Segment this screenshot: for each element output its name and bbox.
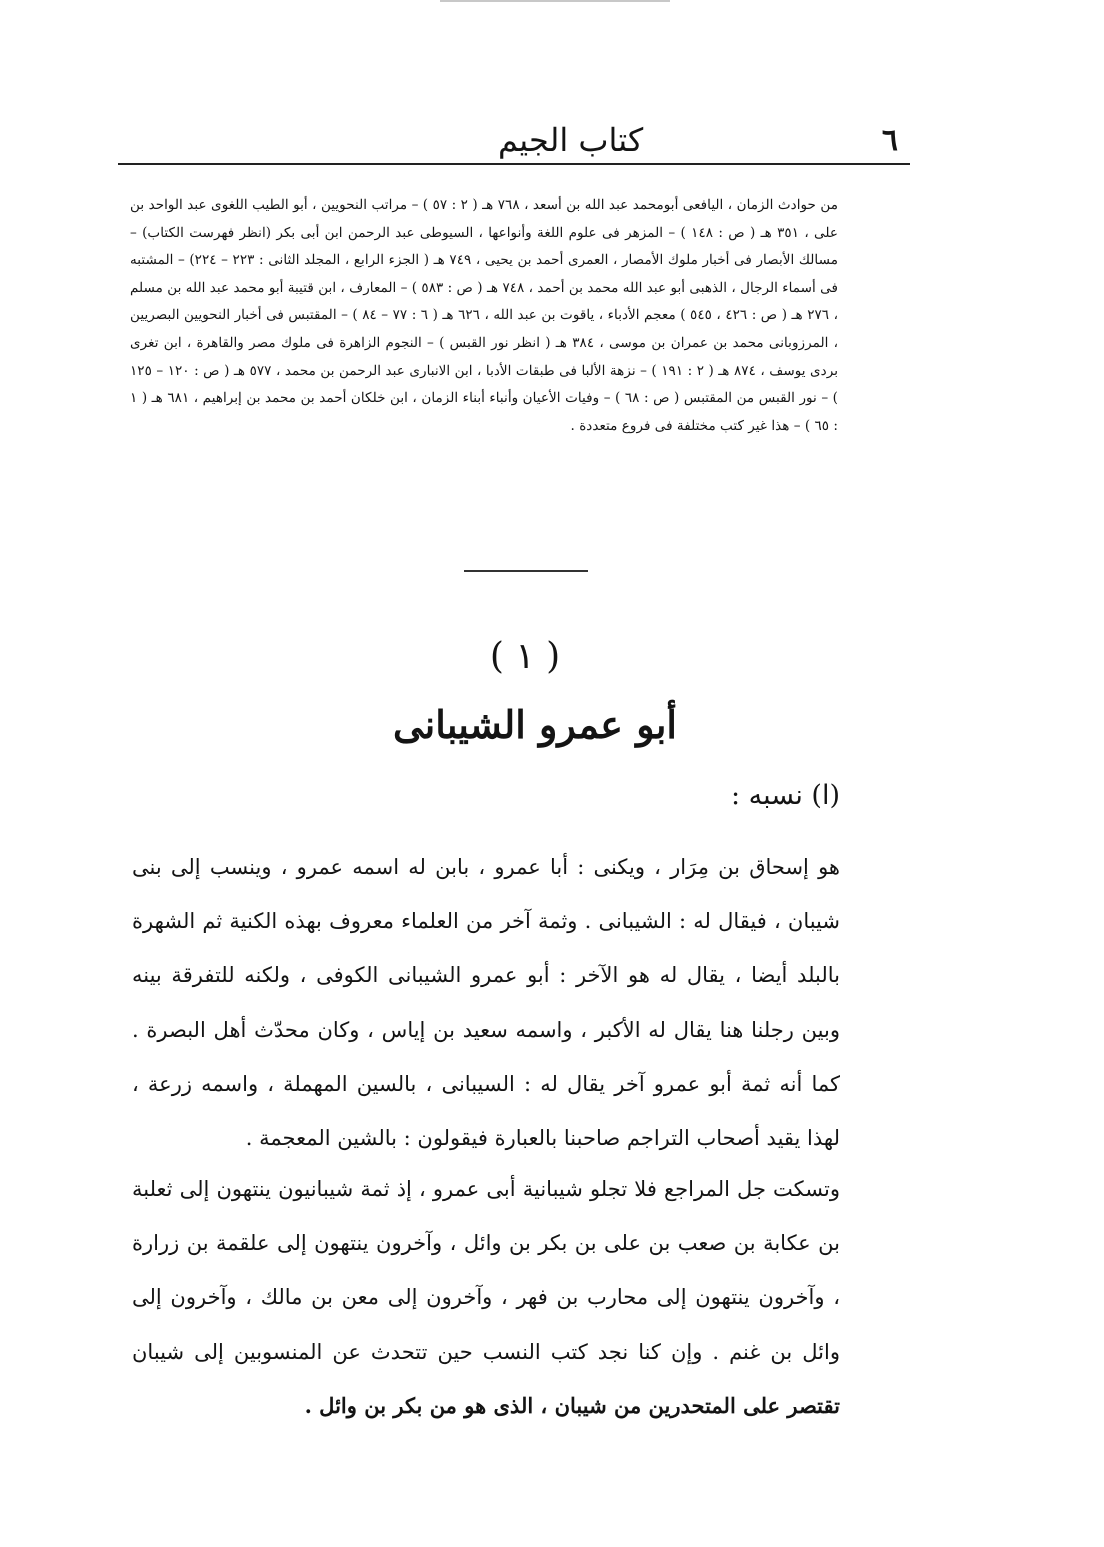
paragraph-lineage: هو إسحاق بن مِرَار ، ويكنى : أبا عمرو ، بابن له اسمه عمرو ، وينسب إلى بنى شيبان ، فيقال له : الشيبانى . وثمة آخر من العلماء معروف بهذه الكنية ثم الشهرة بالبلد أيضا ، يقال له هو الآخر : أبو عمرو الشيبانى الكوفى ، ولكنه للتفرقة بينه وبين رجلنا هنا يقال له الأكبر ، واسمه سعيد بن إياس ، وكان محدّث أهل البصرة . كما أنه ثمة أبو عمرو آخر يقال له : السيبانى ، بالسين المهملة ، واسمه زرعة ، لهذا يقيد أصحاب التراجم صاحبنا بالعبارة فيقولون : بالشين المعجمة . (132, 855, 840, 1151)
page-number: ٦ (881, 123, 898, 158)
entry-number: ( ١ ) (489, 636, 561, 677)
running-title: كتاب الجيم (498, 121, 644, 159)
entry-title: أبو عمرو الشيبانى (393, 702, 677, 747)
paragraph-references-closing: تقتصر على المتحدرين من شيبان ، الذى هو من بكر بن وائل . (304, 1392, 840, 1418)
footnote-bibliography: من حوادث الزمان ، اليافعى أبومحمد عبد الله بن أسعد ، ٧٦٨ هـ ( ٢ : ٥٧ ) – مراتب النحويين ، أبو الطيب اللغوى عبد الواحد بن على ، ٣٥١ هـ ( ص : ١٤٨ ) – المزهر فى علوم اللغة وأنواعها ، السيوطى عبد الرحمن ابن أبى بكر (انظر فهرست الكتاب) – مسالك الأبصار فى أخبار ملوك الأمصار ، العمرى أحمد بن يحيى ، ٧٤٩ هـ ( الجزء الرابع ، المجلد الثانى : ٢٢٣ – ٢٢٤) – المشتبه فى أسماء الرجال ، الذهبى أبو عبد الله محمد بن أحمد ، ٧٤٨ هـ ( ص : ٥٨٣ ) – المعارف ، ابن قتيبة أبو محمد عبد الله بن مسلم ، ٢٧٦ هـ ( ص : ٤٢٦ ، ٥٤٥ ) معجم الأدباء ، ياقوت بن عبد الله ، ٦٢٦ هـ ( ٦ : ٧٧ – ٨٤ ) – المقتبس فى أخبار النحويين البصريين ، المرزوبانى محمد بن عمران بن موسى ، ٣٨٤ هـ ( انظر نور القبس ) – النجوم الزاهرة فى ملوك مصر والقاهرة ، ابن تغرى بردى يوسف ، ٨٧٤ هـ ( ٢ : ١٩١ ) – نزهة الألبا فى طبقات الأدبا ، ابن الانبارى عبد الرحمن بن محمد ، ٥٧٧ هـ ( ص : ١٢٠ – ١٢٥ ) – نور القبس من المقتبس ( ص : ٦٨ ) – وفيات الأعيان وأنباء أبناء الزمان ، ابن خلكان أحمد بن محمد بن إبراهيم ، ٦٨١ هـ ( ١ : ٦٥ ) – هذا غير كتب مختلفة فى فروع متعددة . (130, 197, 839, 434)
section-heading: (ا) نسبه : (730, 780, 840, 811)
page-header (118, 104, 908, 159)
scan-edge-mark (440, 0, 670, 2)
paragraph-references (132, 1162, 840, 1433)
section-separator (464, 570, 588, 572)
paragraph-references-text: وتسكت جل المراجع فلا تجلو شيبانية أبى عمرو ، إذ ثمة شيبانيون ينتهون إلى ثعلبة بن عكابة بن صعب بن على بن بكر بن وائل ، وآخرون ينتهون إلى علقمة بن زرارة ، وآخرون ينتهون إلى محارب بن فهر ، وآخرون إلى معن بن مالك ، وآخرون إلى وائل بن غنم . وإن كنا نجد كتب النسب حين تتحدث عن المنسوبين إلى شيبان (132, 1177, 840, 1364)
header-rule (118, 163, 910, 165)
